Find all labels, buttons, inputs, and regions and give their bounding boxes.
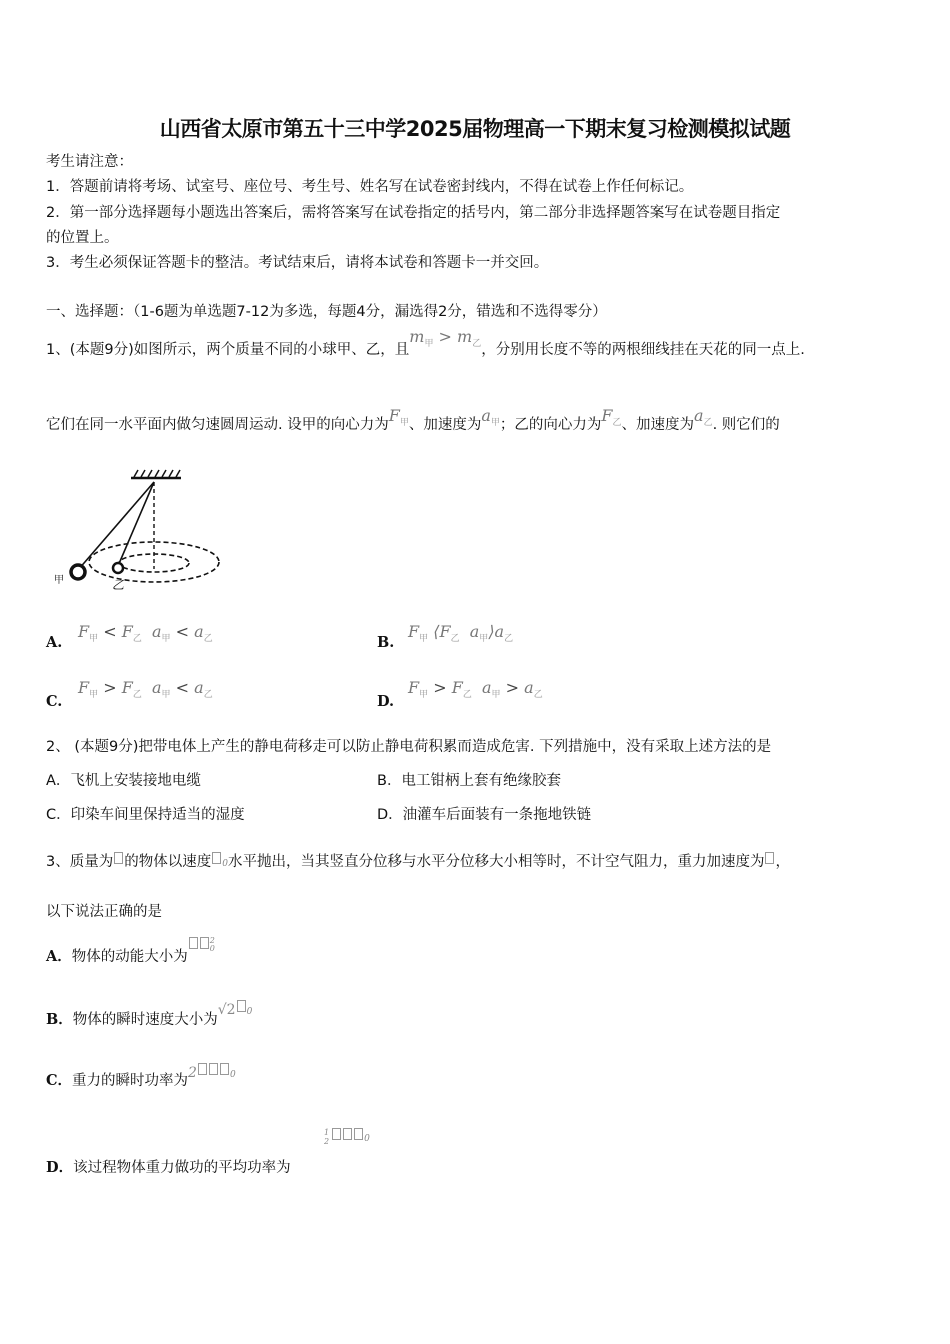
q1-option-d-formula: $F_甲 > F_乙$ $a_甲 > a_乙$	[408, 678, 543, 701]
q1-text-d: 、加速度为	[408, 417, 482, 433]
q3-text-a: 3、质量为	[46, 854, 114, 870]
q3-option-d[interactable]	[46, 1158, 291, 1178]
ball-yi	[113, 563, 123, 573]
q1-stem-line1	[46, 327, 805, 366]
option-text: 重力的瞬时功率为	[72, 1073, 189, 1089]
q3-option-a[interactable]	[46, 936, 215, 967]
option-label: C.	[46, 693, 63, 710]
q1-text-b: ，分别用长度不等的两根细线挂在天花的同一点上.	[481, 342, 805, 358]
q1-text-a: 1、(本题9分)如图所示，两个质量不同的小球甲、乙，且	[46, 342, 410, 358]
q2-option-c[interactable]	[46, 805, 245, 825]
option-label: B．	[377, 773, 402, 789]
q3-option-b[interactable]	[46, 1002, 253, 1032]
q3-text-d: ，	[775, 854, 790, 870]
section-heading: 一、选择题：（1-6题为单选题7-12为多选，每题4分，漏选得2分，错选和不选得零分）	[46, 304, 607, 320]
option-label: D．	[377, 807, 403, 823]
q1-option-c[interactable]	[46, 691, 62, 712]
option-text: 该过程物体重力做功的平均功率为	[73, 1160, 291, 1176]
q1-F-yi: $F_乙$	[601, 406, 622, 429]
q2-option-d[interactable]	[377, 805, 591, 825]
label-yi: 乙	[112, 578, 125, 592]
option-label: C．	[46, 1072, 73, 1089]
q2-option-b[interactable]	[377, 771, 561, 791]
option-label: A．	[46, 773, 71, 789]
q1-stem-line2	[46, 406, 780, 441]
option-formula: √2 0	[217, 1002, 253, 1018]
q1-text-f: 、加速度为	[621, 417, 695, 433]
q1-text-c: 它们在同一水平面内做匀速圆周运动. 设甲的向心力为	[46, 417, 389, 433]
q3-option-d-formula: 1 2 0	[324, 1128, 370, 1146]
option-text: 印染车间里保持适当的湿度	[70, 807, 245, 823]
q1-option-b[interactable]	[377, 632, 394, 653]
q1-option-c-formula: $F_甲 > F_乙$ $a_甲 < a_乙$	[78, 678, 213, 701]
notice-item-3: 3．考生必须保证答题卡的整洁。考试结束后，请将本试卷和答题卡一并交回。	[46, 255, 549, 271]
pendulum-figure	[46, 462, 226, 592]
option-label: B.	[377, 634, 395, 651]
q1-a-yi: $a_乙$	[694, 406, 713, 429]
q1-option-b-formula: $F_甲$ $⟨F_乙$ $a_甲⟩a_乙$	[408, 622, 514, 645]
notice-item-2: 2．第一部分选择题每小题选出答案后，需将答案写在试卷指定的括号内，第二部分非选择题答案写在试卷题目指定	[46, 205, 781, 221]
option-text: 飞机上安装接地电缆	[70, 773, 201, 789]
option-formula: 2 0	[188, 939, 215, 955]
q3-stem	[46, 852, 790, 874]
q3-option-c[interactable]	[46, 1065, 236, 1093]
subscript-0: 0	[222, 859, 228, 869]
option-label: D.	[377, 693, 395, 710]
option-label: A.	[46, 634, 63, 651]
missing-glyph-v	[212, 852, 221, 864]
q1-option-d[interactable]	[377, 691, 394, 712]
q3-stem-line2: 以下说法正确的是	[46, 904, 162, 920]
option-label: A．	[46, 948, 72, 965]
q1-mass-inequality: $m_甲 > m_乙$	[409, 327, 482, 350]
label-jia: 甲	[54, 575, 64, 586]
option-text: 电工钳柄上套有绝缘胶套	[401, 773, 561, 789]
option-label: B．	[46, 1011, 73, 1028]
option-text: 物体的动能大小为	[71, 949, 188, 965]
option-text: 油灌车后面装有一条拖地铁链	[402, 807, 592, 823]
q3-text-b: 的物体以速度	[124, 854, 212, 870]
missing-glyph-m	[114, 852, 123, 864]
q1-option-a[interactable]	[46, 632, 62, 653]
page-title: 山西省太原市第五十三中学2025届物理高一下期末复习检测模拟试题	[159, 117, 791, 141]
ball-jia	[71, 565, 85, 579]
notice-item-2-cont: 的位置上。	[46, 230, 119, 246]
q1-a-jia: $a_甲$	[481, 406, 500, 429]
option-text: 物体的瞬时速度大小为	[72, 1012, 218, 1028]
option-formula: 2 0	[188, 1065, 236, 1081]
q3-text-c: 水平抛出，当其竖直分位移与水平分位移大小相等时，不计空气阻力，重力加速度为	[227, 854, 765, 870]
q1-option-a-formula: $F_甲 < F_乙$ $a_甲 < a_乙$	[78, 622, 213, 645]
option-label: D．	[46, 1159, 74, 1176]
option-label: C．	[46, 807, 71, 823]
q1-F-jia: $F_甲$	[388, 406, 409, 429]
notice-item-1: 1．答题前请将考场、试室号、座位号、考生号、姓名写在试卷密封线内，不得在试卷上作任何标记。	[46, 179, 694, 195]
q2-stem: 2、 (本题9分)把带电体上产生的静电荷移走可以防止静电荷积累而造成危害. 下列措施中，没有采取上述方法的是	[46, 739, 772, 755]
q1-text-e: ；乙的向心力为	[499, 417, 602, 433]
missing-glyph-g	[765, 852, 774, 864]
q1-text-g: . 则它们的	[712, 417, 780, 433]
q2-option-a[interactable]	[46, 771, 201, 791]
notice-heading: 考生请注意：	[46, 154, 133, 170]
